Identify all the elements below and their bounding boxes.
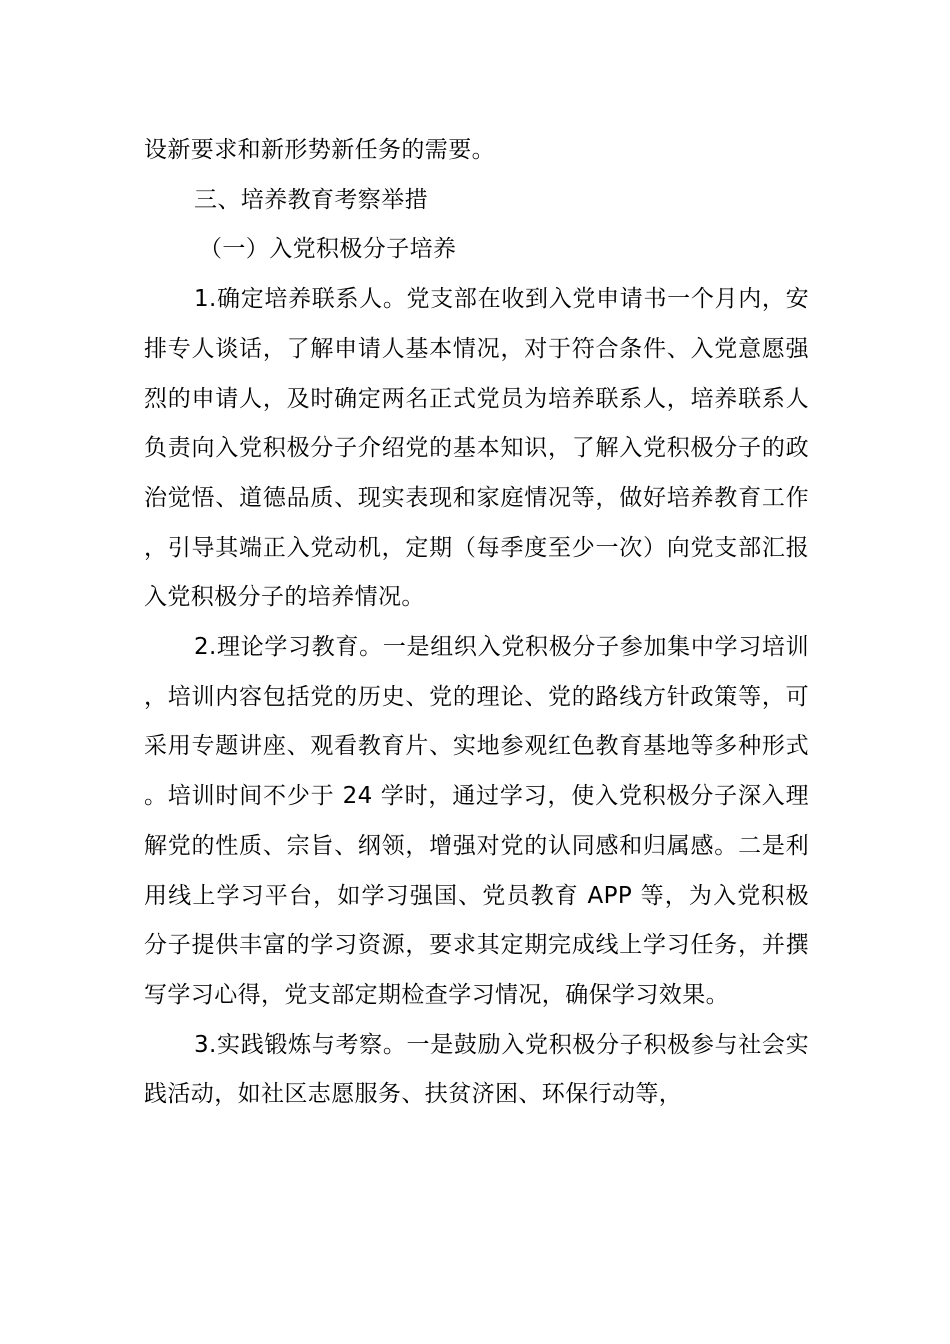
paragraph-item-2: 2.理论学习教育。一是组织入党积极分子参加集中学习培训，培训内容包括党的历史、党的理论、党的路线方针政策等，可采用专题讲座、观看教育片、实地参观红色教育基地等多种形式。培训时间不少于 24 学时，通过学习，使入党积极分子深入理解党的性质、宗旨、纲领，增强对党的认同感和归属感。二是利用线上学习平台，如学习强国、党员教育 APP 等，为入党积极分子提供丰富的学习资源，要求其定期完成线上学习任务，并撰写学习心得，党支部定期检查学习情况，确保学习效果。 (144, 634, 809, 1008)
section-heading: 三、培养教育考察举措 (194, 186, 428, 213)
paragraph-item-3: 3.实践锻炼与考察。一是鼓励入党积极分子积极参与社会实践活动，如社区志愿服务、扶贫济困、环保行动等， (144, 1031, 809, 1108)
subsection-heading: （一）入党积极分子培养 (199, 236, 457, 263)
paragraph-continuation: 设新要求和新形势新任务的需要。 (144, 137, 495, 163)
document-body (144, 126, 809, 1120)
paragraph-item-1: 1.确定培养联系人。党支部在收到入党申请书一个月内，安排专人谈话，了解申请人基本情况，对于符合条件、入党意愿强烈的申请人，及时确定两名正式党员为培养联系人，培养联系人负责向入党积极分子介绍党的基本知识，了解入党积极分子的政治觉悟、道德品质、现实表现和家庭情况等，做好培养教育工作，引导其端正入党动机，定期（每季度至少一次）向党支部汇报入党积极分子的培养情况。 (144, 286, 809, 611)
